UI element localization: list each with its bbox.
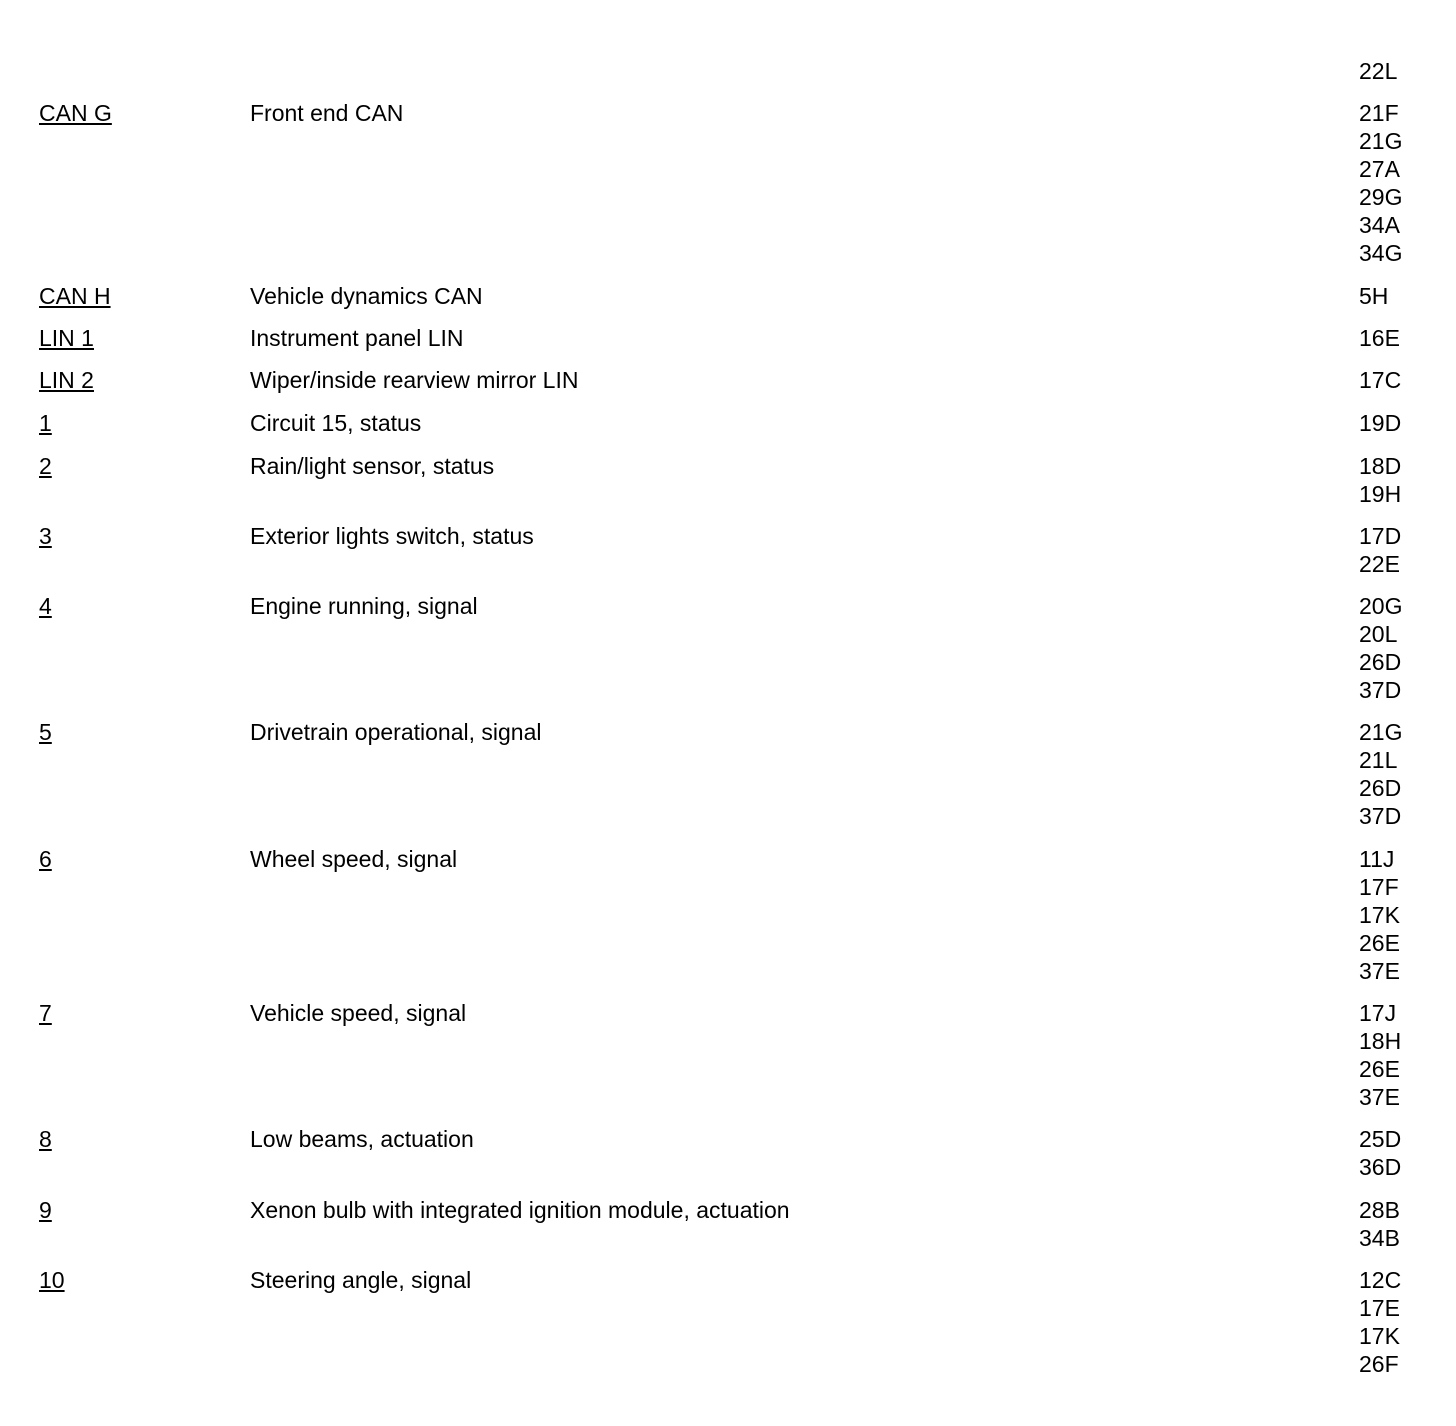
reference: 21G: [1359, 128, 1403, 154]
reference: 27A: [1359, 156, 1400, 182]
signal-description: Xenon bulb with integrated ignition module, actuation: [250, 1197, 790, 1223]
reference: 37D: [1359, 803, 1402, 829]
reference: 22E: [1359, 551, 1400, 577]
signal-code-link[interactable]: 10: [39, 1267, 65, 1293]
reference: 17K: [1359, 1323, 1400, 1349]
reference: 19H: [1359, 481, 1402, 507]
reference: 21F: [1359, 100, 1399, 126]
reference: 17K: [1359, 902, 1400, 928]
reference: 34A: [1359, 212, 1400, 238]
reference: 20G: [1359, 593, 1403, 619]
signal-description: Engine running, signal: [250, 593, 478, 619]
reference: 17C: [1359, 367, 1402, 393]
reference: 5H: [1359, 283, 1389, 309]
reference: 17D: [1359, 523, 1402, 549]
reference: 37E: [1359, 1084, 1400, 1110]
reference: 21G: [1359, 719, 1403, 745]
signal-code-link[interactable]: 1: [39, 410, 52, 436]
reference-list: [1359, 1196, 1400, 1252]
reference: 19D: [1359, 410, 1402, 436]
reference: 26D: [1359, 775, 1402, 801]
reference: 17J: [1359, 1000, 1397, 1026]
signal-code-link[interactable]: LIN 2: [39, 367, 94, 393]
signal-description: Circuit 15, status: [250, 410, 422, 436]
signal-description: Rain/light sensor, status: [250, 453, 495, 479]
signal-code-link[interactable]: 4: [39, 593, 52, 619]
reference-list: [1359, 409, 1401, 437]
reference: 21L: [1359, 747, 1398, 773]
signal-description: Steering angle, signal: [250, 1267, 472, 1293]
reference: 37D: [1359, 677, 1402, 703]
reference: 34B: [1359, 1225, 1400, 1251]
reference: 29G: [1359, 184, 1403, 210]
reference: 22L: [1359, 58, 1398, 84]
reference: 37E: [1359, 958, 1400, 984]
reference: 25D: [1359, 1126, 1402, 1152]
reference: 11J: [1359, 846, 1395, 872]
reference-list: [1359, 718, 1402, 830]
signal-description: Vehicle dynamics CAN: [250, 283, 483, 309]
signal-description: Exterior lights switch, status: [250, 523, 534, 549]
reference-list: [1359, 282, 1388, 310]
signal-description: Instrument panel LIN: [250, 325, 464, 351]
reference: 20L: [1359, 621, 1398, 647]
signal-code-link[interactable]: 5: [39, 719, 52, 745]
reference: 18D: [1359, 453, 1402, 479]
signal-code-link[interactable]: 6: [39, 846, 52, 872]
signal-description: Wheel speed, signal: [250, 846, 458, 872]
signal-code-link[interactable]: CAN G: [39, 100, 112, 126]
reference-list: [1359, 57, 1397, 85]
signal-description: Vehicle speed, signal: [250, 1000, 467, 1026]
reference: 36D: [1359, 1154, 1402, 1180]
signal-code-link[interactable]: CAN H: [39, 283, 111, 309]
reference: 26F: [1359, 1351, 1399, 1377]
reference: 16E: [1359, 325, 1400, 351]
reference-list: [1359, 452, 1401, 508]
reference: 26D: [1359, 649, 1402, 675]
signal-description: Drivetrain operational, signal: [250, 719, 542, 745]
signal-description: Front end CAN: [250, 100, 404, 126]
reference: 28B: [1359, 1197, 1400, 1223]
signal-code-link[interactable]: 3: [39, 523, 52, 549]
signal-code-link[interactable]: 8: [39, 1126, 52, 1152]
reference-list: [1359, 999, 1401, 1111]
signal-description: Low beams, actuation: [250, 1126, 474, 1152]
reference-list: [1359, 99, 1402, 267]
signal-code-link[interactable]: 2: [39, 453, 52, 479]
signal-code-link[interactable]: LIN 1: [39, 325, 94, 351]
reference: 34G: [1359, 240, 1403, 266]
reference: 26E: [1359, 930, 1400, 956]
signal-code-link[interactable]: 7: [39, 1000, 52, 1026]
reference-list: [1359, 592, 1402, 704]
signal-code-link[interactable]: 9: [39, 1197, 52, 1223]
signal-description: Wiper/inside rearview mirror LIN: [250, 367, 579, 393]
reference-list: [1359, 522, 1401, 578]
reference: 26E: [1359, 1056, 1400, 1082]
reference: 12C: [1359, 1267, 1402, 1293]
reference: 17E: [1359, 1295, 1400, 1321]
reference-list: [1359, 324, 1400, 352]
reference-list: [1359, 366, 1401, 394]
reference-list: [1359, 1266, 1401, 1378]
reference-list: [1359, 845, 1400, 985]
reference: 17F: [1359, 874, 1399, 900]
reference-list: [1359, 1125, 1401, 1181]
reference: 18H: [1359, 1028, 1402, 1054]
